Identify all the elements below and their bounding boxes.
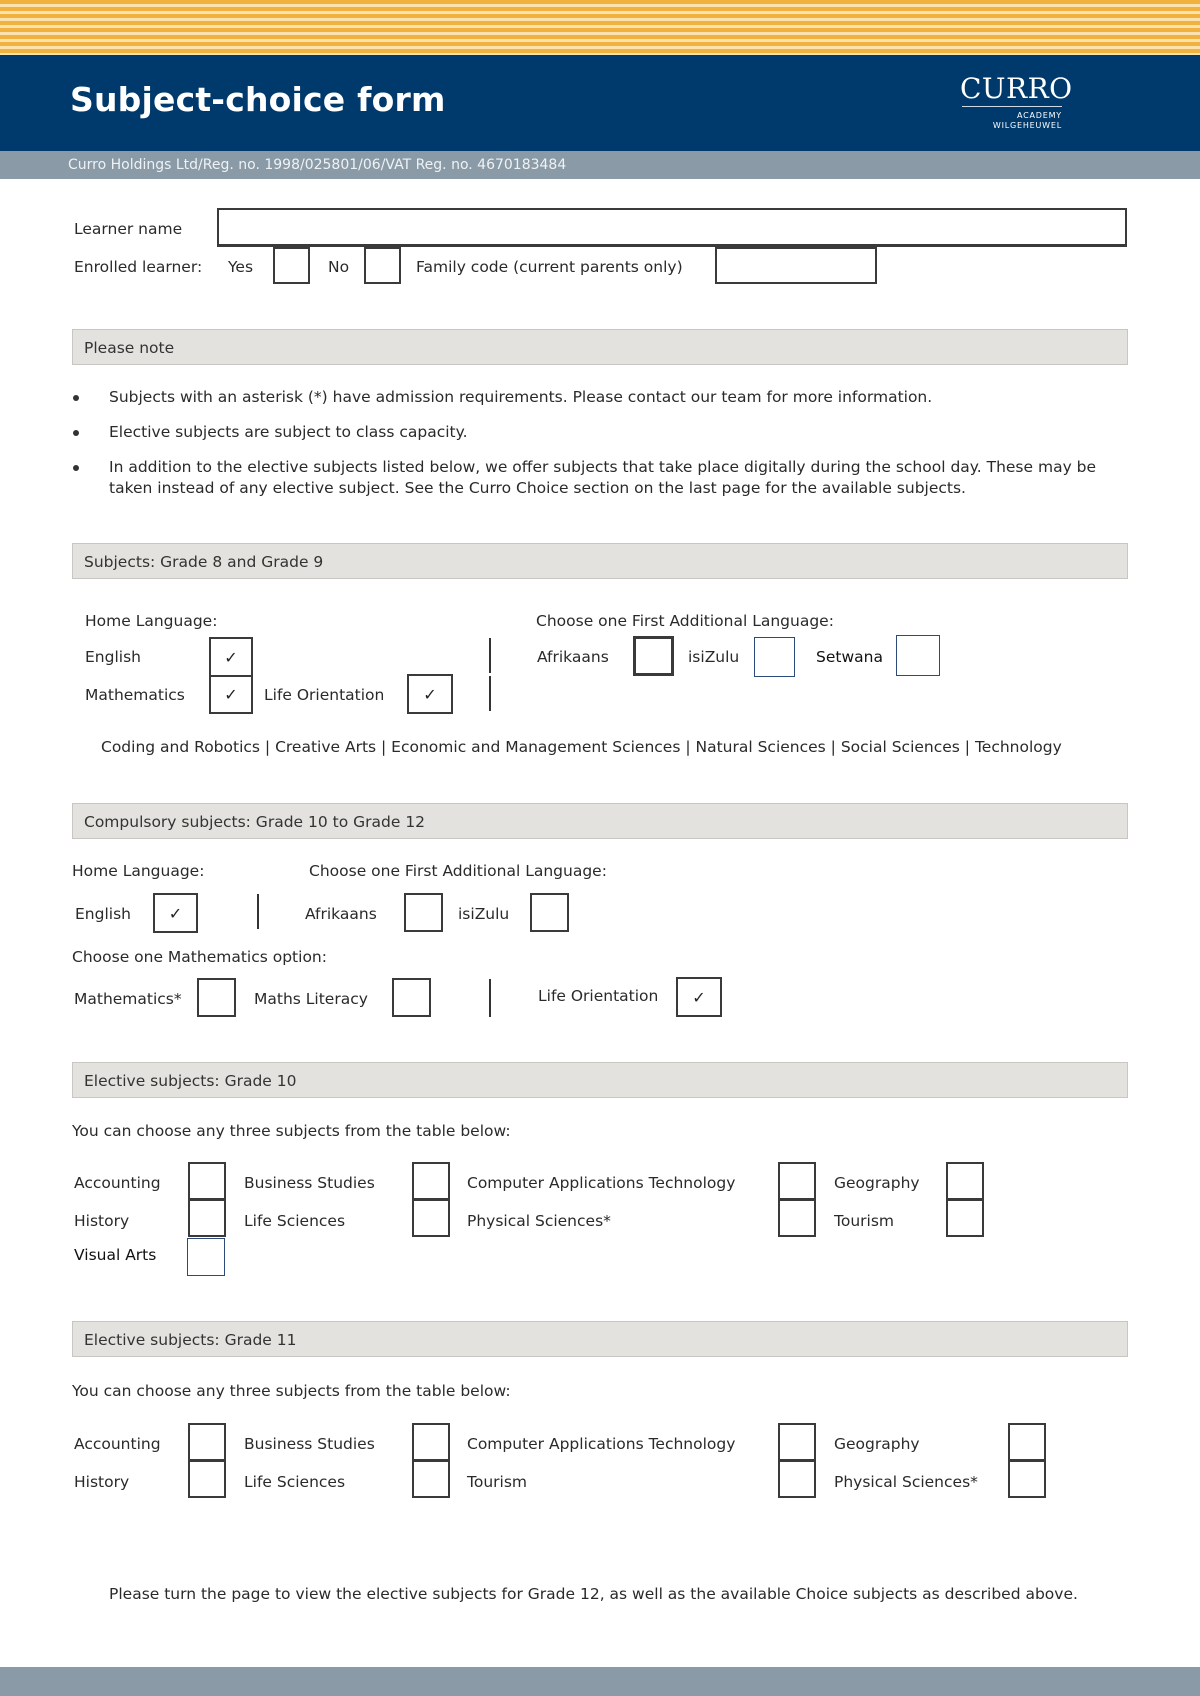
g89-setwana-checkbox[interactable] (896, 635, 940, 676)
g89-life-orientation-label: Life Orientation (264, 686, 385, 704)
enrolled-label: Enrolled learner: (74, 258, 203, 276)
e10-tourism-label: Tourism (834, 1212, 894, 1230)
section-please-note (72, 329, 1128, 365)
e10-history-checkbox[interactable] (188, 1199, 226, 1237)
enrolled-yes-label: Yes (228, 258, 254, 276)
e10-accounting-checkbox[interactable] (188, 1162, 226, 1200)
bullet (73, 465, 79, 471)
g89-english-checkbox[interactable] (209, 637, 253, 677)
e10-life-sciences-label: Life Sciences (244, 1212, 346, 1230)
curro-logo: CURRO (960, 72, 1073, 105)
divider (489, 979, 491, 1017)
c1012-isizulu-checkbox[interactable] (530, 893, 569, 932)
e10-life-sciences-checkbox[interactable] (412, 1199, 450, 1237)
e10-geography-checkbox[interactable] (946, 1162, 984, 1200)
section-grade-8-9 (72, 543, 1128, 579)
logo-campus: WILGEHEUWEL (992, 121, 1062, 130)
divider (489, 676, 491, 711)
c1012-maths-option-label: Choose one Mathematics option: (72, 948, 327, 966)
note-bullet-3-line2: taken instead of any elective subject. See the Curro Choice section on the last page for the available subjects. (109, 479, 966, 497)
section-heading: Elective subjects: Grade 11 (84, 1331, 297, 1349)
section-elective-11 (72, 1321, 1128, 1357)
family-code-field[interactable] (715, 247, 877, 284)
e11-geography-checkbox[interactable] (1008, 1423, 1046, 1461)
footer-note: Please turn the page to view the elective subjects for Grade 12, as well as the available Choice subjects as described above. (109, 1585, 1078, 1603)
note-bullet-3-line1: In addition to the elective subjects listed below, we offer subjects that take place digitally during the school day. These may be (109, 458, 1097, 476)
e11-geography-label: Geography (834, 1435, 920, 1453)
g89-afrikaans-label: Afrikaans (537, 648, 609, 666)
g89-afrikaans-checkbox[interactable] (633, 636, 674, 676)
e11-accounting-checkbox[interactable] (188, 1423, 226, 1461)
bullet (73, 395, 79, 401)
section-elective-10 (72, 1062, 1128, 1098)
bullet (73, 430, 79, 436)
g89-mathematics-checkbox[interactable] (209, 675, 253, 714)
g89-fal-label: Choose one First Additional Language: (536, 612, 834, 630)
e11-business-studies-checkbox[interactable] (412, 1423, 450, 1461)
e11-tourism-label: Tourism (467, 1473, 527, 1491)
g89-isizulu-label: isiZulu (688, 648, 740, 666)
c1012-mathematics-label: Mathematics* (74, 990, 182, 1008)
check-icon: ✓ (692, 987, 706, 1007)
learner-name-field[interactable] (217, 208, 1127, 247)
check-icon: ✓ (168, 903, 183, 923)
section-compulsory-10-12 (72, 803, 1128, 839)
enrolled-no-label: No (328, 258, 350, 276)
note-bullet-1: Subjects with an asterisk (*) have admission requirements. Please contact our team for more information. (109, 388, 933, 406)
e11-intro: You can choose any three subjects from the table below: (72, 1382, 511, 1400)
note-bullet-2: Elective subjects are subject to class capacity. (109, 423, 468, 441)
section-heading: Please note (84, 339, 175, 357)
divider (257, 894, 259, 929)
check-icon: ✓ (423, 684, 437, 704)
g89-life-orientation-checkbox[interactable] (407, 674, 453, 714)
section-heading: Subjects: Grade 8 and Grade 9 (84, 553, 324, 571)
g89-mathematics-label: Mathematics (85, 686, 185, 704)
c1012-home-language-label: Home Language: (72, 862, 205, 880)
e10-accounting-label: Accounting (74, 1174, 161, 1192)
e11-history-checkbox[interactable] (188, 1460, 226, 1498)
e11-accounting-label: Accounting (74, 1435, 161, 1453)
c1012-fal-label: Choose one First Additional Language: (309, 862, 607, 880)
family-code-label: Family code (current parents only) (416, 258, 683, 276)
logo-academy: ACADEMY (1017, 111, 1062, 120)
g89-setwana-label: Setwana (816, 648, 883, 666)
c1012-maths-literacy-checkbox[interactable] (392, 978, 431, 1017)
header-stripes (0, 0, 1200, 55)
c1012-afrikaans-label: Afrikaans (305, 905, 377, 923)
c1012-isizulu-label: isiZulu (458, 905, 510, 923)
e10-geography-label: Geography (834, 1174, 920, 1192)
e11-life-sciences-checkbox[interactable] (412, 1460, 450, 1498)
e10-business-studies-label: Business Studies (244, 1174, 375, 1192)
e10-tourism-checkbox[interactable] (946, 1199, 984, 1237)
c1012-life-orientation-label: Life Orientation (538, 987, 659, 1005)
e10-history-label: History (74, 1212, 130, 1230)
g89-compulsory-list: Coding and Robotics | Creative Arts | Economic and Management Sciences | Natural Sciences | Social Sciences | Technology (101, 738, 1062, 756)
g89-isizulu-checkbox[interactable] (754, 637, 795, 677)
e10-cat-checkbox[interactable] (778, 1162, 816, 1200)
e10-physical-sciences-checkbox[interactable] (778, 1199, 816, 1237)
g89-english-label: English (85, 648, 141, 666)
check-icon: ✓ (224, 685, 238, 704)
form-title: Subject-choice form (70, 80, 446, 119)
e10-visual-arts-checkbox[interactable] (187, 1238, 225, 1276)
c1012-english-label: English (75, 905, 131, 923)
e11-cat-label: Computer Applications Technology (467, 1435, 736, 1453)
registration-text: Curro Holdings Ltd/Reg. no. 1998/025801/06/VAT Reg. no. 4670183484 (68, 157, 567, 173)
e10-visual-arts-label: Visual Arts (74, 1246, 157, 1264)
e11-tourism-checkbox[interactable] (778, 1460, 816, 1498)
c1012-maths-literacy-label: Maths Literacy (254, 990, 368, 1008)
e10-business-studies-checkbox[interactable] (412, 1162, 450, 1200)
e11-history-label: History (74, 1473, 130, 1491)
e11-physical-sciences-checkbox[interactable] (1008, 1460, 1046, 1498)
e11-business-studies-label: Business Studies (244, 1435, 375, 1453)
c1012-afrikaans-checkbox[interactable] (404, 893, 443, 932)
e10-physical-sciences-label: Physical Sciences* (467, 1212, 611, 1230)
c1012-mathematics-checkbox[interactable] (197, 978, 236, 1017)
divider (489, 638, 491, 673)
enrolled-yes-checkbox[interactable] (273, 247, 310, 284)
e11-life-sciences-label: Life Sciences (244, 1473, 346, 1491)
section-heading: Elective subjects: Grade 10 (84, 1072, 297, 1090)
logo-divider (962, 106, 1062, 107)
c1012-life-orientation-checkbox[interactable] (676, 977, 722, 1017)
e11-physical-sciences-label: Physical Sciences* (834, 1473, 978, 1491)
learner-name-label: Learner name (74, 220, 183, 238)
e10-intro: You can choose any three subjects from the table below: (72, 1122, 511, 1140)
c1012-english-checkbox[interactable] (153, 893, 198, 933)
g89-home-language-label: Home Language: (85, 612, 218, 630)
section-heading: Compulsory subjects: Grade 10 to Grade 12 (84, 813, 426, 831)
e11-cat-checkbox[interactable] (778, 1423, 816, 1461)
e10-cat-label: Computer Applications Technology (467, 1174, 736, 1192)
footer-band (0, 1667, 1200, 1696)
enrolled-no-checkbox[interactable] (364, 247, 401, 284)
check-icon: ✓ (224, 647, 238, 667)
